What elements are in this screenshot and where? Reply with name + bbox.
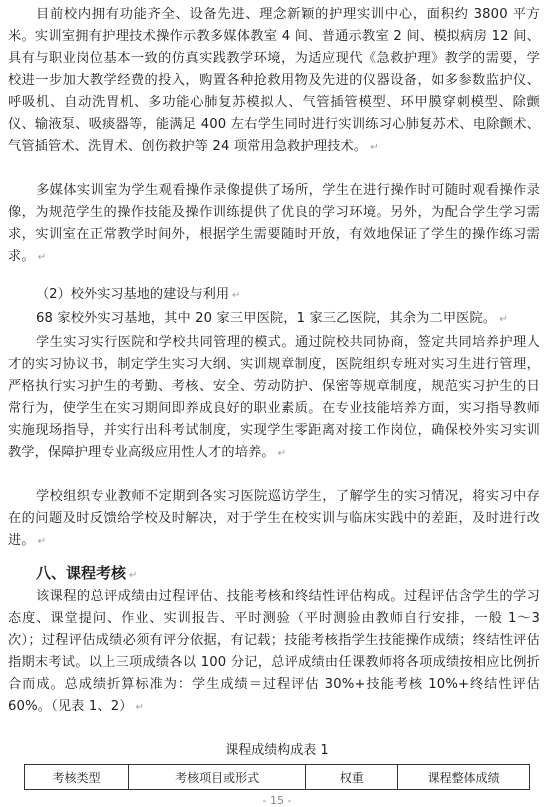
paragraph-multimedia-room: 多媒体实训室为学生观看操作录像提供了场所，学生在进行操作时可随时观看操作录像，为规范学生的操作技能及操作训练提供了优良的学习环境。另外，为配合学生学习需求，实训室在正常教学时间外，根据学生需要随时开放，有效地保证了学生的操作练习需求。 ↵ (8, 183, 540, 264)
paragraph-internship-management: 学生实习实行医院和学校共同管理的模式。通过院校共同协商，签定共同培养护理人才的实习协议书，制定学生实习大纲、实训规章制度，医院组织专班对实习生进行管理，严格执行实习护生的考勤、考核、安全、劳动防护、保密等规章制度，规范实习护生的日常行为，使学生在实习期间即养成良好的职业素质。在专业技能培养方面，实习指导教师实施现场指导，并实行出科考试制度，实现学生零距离对接工作岗位，确保校外实习实训教学，保障护理专业高级应用性人才的培养。 ↵ (8, 335, 540, 460)
table-header-cell: 考核项目或形式 (128, 765, 305, 790)
paragraph-mark-icon: ↵ (135, 702, 145, 713)
table-header-cell: 考核类型 (25, 765, 129, 790)
paragraph-mark-icon: ↵ (37, 536, 47, 547)
paragraph-mark-icon: ↵ (37, 252, 47, 263)
section-heading: 八、课程考核 ↵ (36, 564, 138, 582)
paragraph-assessment: 该课程的总评成绩由过程评估、技能考核和终结性评估构成。过程评估含学生的学习态度、课堂提问、作业、实训报告、平时测验（平时测验由教师自行安排，一般 1～3 次）；过程评估成绩必须有评分依据，有记载；技能考核指学生技能操作成绩；终结性评估指期末考试。以上三项成绩各以 100 分记，总评成绩由任课教师将各项成绩按相应比例折合而成。总成绩折算标准为：学生成绩＝过程评估 30%+技能考核 10%+终结性评估 60%。（见表 1、2） ↵ (8, 589, 540, 714)
paragraph-mark-icon: ↵ (277, 448, 287, 459)
subheading-external-base: （2）校外实习基地的建设与利用 ↵ (36, 287, 241, 302)
table-header-cell: 权重 (306, 765, 398, 790)
paragraph-teacher-visits: 学校组织专业教师不定期到各实习医院巡访学生，了解学生的实习情况，将实习中存在的问题及时反馈给学校及时解决，对于学生在校实训与临床实践中的差距，及时进行改进。 ↵ (8, 489, 540, 548)
paragraph-hospital-count: 68 家校外实习基地，其中 20 家三甲医院，1 家三乙医院，其余为二甲医院。 ↵ (36, 311, 508, 326)
grade-composition-table (24, 764, 530, 790)
table-caption: 课程成绩构成表 1 (225, 743, 329, 758)
paragraph-mark-icon: ↵ (232, 290, 241, 301)
paragraph-mark-icon: ↵ (499, 314, 508, 325)
table-header-row (25, 765, 530, 790)
paragraph-training-center: 目前校内拥有功能齐全、设备先进、理念新颖的护理实训中心，面积约 3800 平方米。实训室拥有护理技术操作示教多媒体教室 4 间、普通示教室 2 间、模拟病房 12 间、具有与职业岗位基本一致的仿真实践教学环境，为适应现代《急救护理》教学的需要，学校进一步加大教学经费的投入，购置各种抢救用物及先进的仪器设备，如多参数监护仪、呼吸机、自动洗胃机、多功能心肺复苏模拟人、气管插管模型、环甲膜穿刺模型、除颤仪、输液泵、吸痰器等，能满足 400 左右学生同时进行实训练习心肺复苏术、电除颤术、气管插管术、洗胃术、创伤救护等 24 项常用急救护理技术。 ↵ (8, 7, 540, 154)
page-number: - 15 - (262, 794, 292, 807)
paragraph-mark-icon: ↵ (370, 142, 379, 153)
paragraph-mark-icon: ↵ (129, 570, 138, 581)
table-header-cell: 课程整体成绩 (398, 765, 530, 790)
